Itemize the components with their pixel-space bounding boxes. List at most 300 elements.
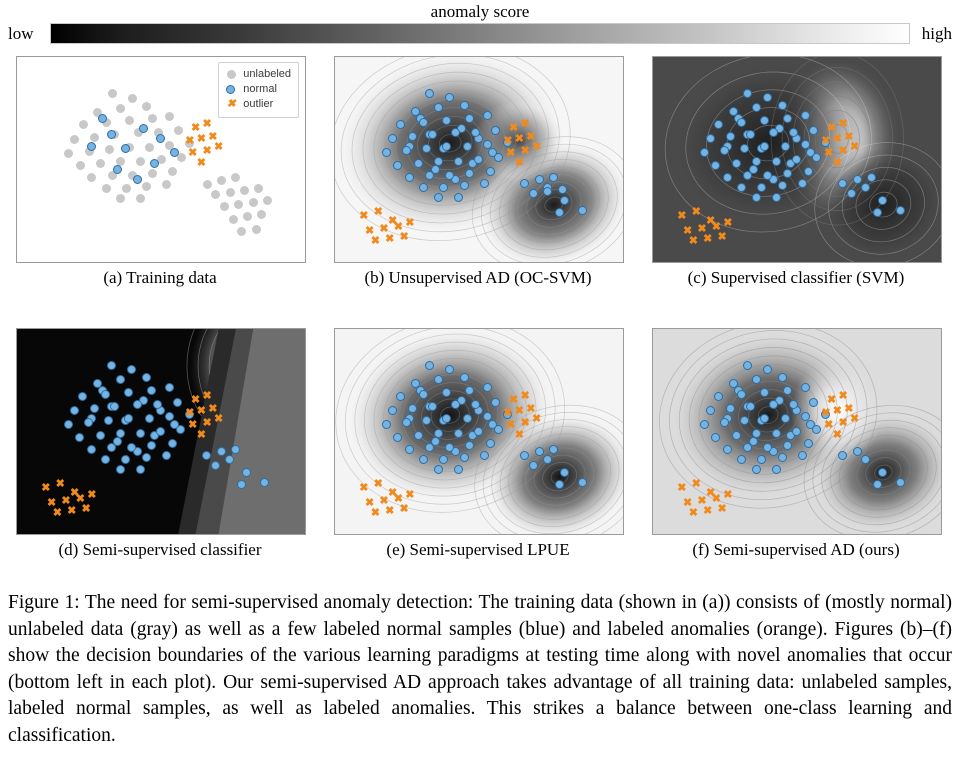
panel-f-caption: (f) Semi-supervised AD (ours) (692, 540, 900, 559)
data-point-normal (165, 412, 174, 421)
data-point-unlabeled (142, 102, 151, 111)
data-point-outlier: ✖ (503, 134, 513, 147)
data-point-normal (463, 142, 472, 151)
legend-item-normal (224, 82, 291, 97)
data-point-novel-anomaly: ✖ (723, 216, 733, 229)
data-point-normal (425, 361, 434, 370)
data-point-normal (723, 445, 732, 454)
data-point-normal (405, 173, 414, 182)
data-point-normal (451, 400, 460, 409)
panel-c-plot (652, 56, 942, 263)
data-point-unlabeled (102, 184, 111, 193)
data-point-novel-anomaly: ✖ (711, 220, 721, 233)
data-point-normal (428, 130, 437, 139)
data-point-novel-anomaly: ✖ (405, 216, 415, 229)
data-point-unlabeled (231, 173, 240, 182)
data-point-normal (419, 118, 428, 127)
data-point-normal (494, 153, 503, 162)
data-point-unlabeled (122, 184, 131, 193)
data-point-normal (714, 392, 723, 401)
data-point-normal (165, 383, 174, 392)
legend-item-unlabeled (224, 67, 291, 82)
data-point-outlier: ✖ (824, 146, 834, 159)
panel-d (16, 328, 304, 559)
data-point-novel-anomaly: ✖ (691, 206, 701, 219)
data-point-outlier: ✖ (531, 140, 542, 153)
data-point-normal (778, 373, 787, 382)
data-point-novel-anomaly: ✖ (691, 478, 701, 491)
data-point-normal (535, 175, 544, 184)
data-point-outlier: ✖ (844, 402, 854, 415)
data-point-outlier: ✖ (832, 429, 842, 442)
data-point-outlier: ✖ (520, 144, 530, 157)
data-point-normal (231, 445, 240, 454)
data-point-normal (408, 132, 417, 141)
data-point-outlier: ✖ (824, 418, 834, 431)
data-point-novel-anomaly: ✖ (677, 210, 687, 223)
data-point-normal (555, 208, 564, 217)
panel-c-caption: (c) Supervised classifier (SVM) (687, 268, 905, 287)
data-point-novel-anomaly: ✖ (399, 502, 409, 515)
data-point-outlier: ✖ (185, 134, 195, 147)
data-point-novel-anomaly: ✖ (682, 496, 693, 509)
data-point-normal (529, 189, 538, 198)
data-point-normal (142, 453, 151, 462)
data-point-unlabeled (145, 143, 154, 152)
data-point-normal (474, 155, 483, 164)
data-point-normal (853, 447, 862, 456)
panel-grid (0, 56, 960, 566)
data-point-novel-anomaly: ✖ (717, 502, 727, 515)
data-point-outlier: ✖ (832, 157, 842, 170)
panel-b-caption: (b) Unsupervised AD (OC-SVM) (364, 268, 592, 287)
data-point-normal (789, 400, 798, 409)
data-point-novel-anomaly: ✖ (711, 492, 721, 505)
data-point-outlier: ✖ (202, 390, 212, 403)
data-point-novel-anomaly: ✖ (393, 220, 403, 233)
data-point-novel-anomaly: ✖ (703, 232, 713, 245)
data-point-unlabeled (79, 120, 88, 129)
data-point-outlier: ✖ (832, 404, 842, 417)
data-point-unlabeled (96, 159, 105, 168)
data-point-unlabeled (142, 182, 151, 191)
legend-label-outlier: outlier (243, 98, 274, 110)
data-point-outlier: ✖ (213, 140, 224, 153)
data-point-normal (752, 375, 761, 384)
data-point-outlier: ✖ (832, 132, 842, 145)
data-point-normal (878, 468, 887, 477)
data-point-unlabeled (148, 169, 157, 178)
data-point-unlabeled (116, 194, 125, 203)
data-point-normal (578, 478, 587, 487)
data-point-normal (107, 130, 116, 139)
data-point-outlier: ✖ (188, 146, 198, 159)
data-point-novel-anomaly: ✖ (370, 507, 380, 519)
data-point-normal (107, 361, 116, 370)
data-point-normal (769, 400, 778, 409)
data-point-outlier: ✖ (514, 404, 524, 417)
data-point-normal (110, 402, 119, 411)
data-point-novel-anomaly: ✖ (359, 210, 369, 223)
data-point-normal (714, 120, 723, 129)
data-point-normal (396, 120, 405, 129)
data-point-outlier: ✖ (508, 122, 519, 135)
data-point-normal (798, 451, 807, 460)
data-point-normal (801, 111, 810, 120)
data-point-normal (162, 451, 171, 460)
data-point-normal (78, 392, 87, 401)
data-point-novel-anomaly: ✖ (52, 507, 62, 519)
data-point-normal (471, 128, 480, 137)
data-point-normal (70, 406, 79, 415)
data-point-normal (549, 173, 558, 182)
data-point-novel-anomaly: ✖ (682, 224, 693, 237)
data-point-novel-anomaly: ✖ (688, 507, 698, 519)
data-point-normal (789, 128, 798, 137)
data-point-outlier: ✖ (838, 390, 848, 403)
data-point-outlier: ✖ (849, 412, 860, 425)
data-point-normal (778, 101, 787, 110)
data-point-unlabeled (165, 112, 174, 121)
data-point-unlabeled (174, 126, 183, 135)
data-point-normal (772, 429, 781, 438)
data-point-normal (176, 425, 185, 434)
data-point-novel-anomaly: ✖ (87, 488, 97, 501)
data-point-novel-anomaly: ✖ (81, 502, 91, 515)
panel-f-plot (652, 328, 942, 535)
data-point-normal (801, 412, 810, 421)
data-point-normal (737, 118, 746, 127)
data-point-normal (772, 157, 781, 166)
data-point-normal (792, 155, 801, 164)
data-point-normal (483, 140, 492, 149)
data-point-normal (804, 439, 813, 448)
data-point-normal (217, 447, 226, 456)
data-point-novel-anomaly: ✖ (697, 222, 707, 235)
data-point-normal (783, 114, 792, 123)
data-point-normal (480, 179, 489, 188)
data-point-normal (752, 103, 761, 112)
data-point-novel-anomaly: ✖ (705, 486, 716, 499)
data-point-novel-anomaly: ✖ (379, 222, 389, 235)
data-point-unlabeled (70, 135, 79, 144)
data-point-normal (746, 130, 755, 139)
data-point-outlier: ✖ (526, 130, 536, 143)
data-point-normal (847, 189, 856, 198)
data-point-normal (90, 404, 99, 413)
data-point-unlabeled (203, 180, 212, 189)
data-point-novel-anomaly: ✖ (399, 230, 409, 243)
data-point-normal (760, 388, 769, 397)
data-point-outlier: ✖ (208, 402, 218, 415)
data-point-outlier: ✖ (520, 416, 530, 429)
data-point-normal (853, 175, 862, 184)
data-point-normal (425, 171, 434, 180)
data-point-normal (414, 159, 423, 168)
data-point-normal (769, 128, 778, 137)
legend (218, 62, 299, 118)
data-point-normal (156, 134, 165, 143)
data-point-normal (560, 468, 569, 477)
legend-label-normal: normal (243, 83, 277, 95)
colorbar (0, 22, 960, 44)
data-point-normal (411, 379, 420, 388)
data-point-normal (706, 134, 715, 143)
data-point-normal (737, 390, 746, 399)
data-point-normal (798, 179, 807, 188)
data-point-outlier: ✖ (202, 118, 212, 131)
data-point-normal (460, 373, 469, 382)
data-point-unlabeled (257, 210, 266, 219)
data-point-outlier: ✖ (520, 390, 530, 403)
data-point-novel-anomaly: ✖ (61, 494, 71, 507)
panel-d-caption: (d) Semi-supervised classifier (58, 540, 262, 559)
data-point-unlabeled (128, 94, 137, 103)
data-point-normal (752, 157, 761, 166)
data-point-outlier: ✖ (826, 122, 837, 135)
data-point-normal (783, 386, 792, 395)
data-point-normal (752, 429, 761, 438)
data-point-outlier: ✖ (508, 394, 519, 407)
data-point-normal (732, 159, 741, 168)
data-point-novel-anomaly: ✖ (41, 482, 51, 495)
data-point-normal (428, 402, 437, 411)
data-point-outlier: ✖ (196, 132, 206, 145)
data-point-novel-anomaly: ✖ (385, 232, 395, 245)
data-point-outlier: ✖ (821, 134, 831, 147)
data-point-normal (760, 116, 769, 125)
data-point-normal (465, 386, 474, 395)
data-point-outlier: ✖ (188, 418, 198, 431)
data-point-normal (168, 439, 177, 448)
data-point-novel-anomaly: ✖ (688, 235, 698, 247)
data-point-outlier: ✖ (196, 429, 206, 442)
data-point-normal (434, 375, 443, 384)
data-point-normal (706, 406, 715, 415)
data-point-normal (743, 443, 752, 452)
data-point-normal (454, 157, 463, 166)
data-point-outlier: ✖ (202, 144, 212, 157)
data-point-normal (474, 427, 483, 436)
data-point-normal (778, 181, 787, 190)
panel-a-caption: (a) Training data (103, 268, 217, 287)
data-point-outlier: ✖ (190, 122, 201, 135)
data-point-unlabeled (168, 167, 177, 176)
data-point-novel-anomaly: ✖ (55, 478, 65, 491)
data-point-outlier: ✖ (202, 416, 212, 429)
data-point-normal (896, 206, 905, 215)
data-point-normal (555, 480, 564, 489)
data-point-normal (133, 400, 142, 409)
data-point-unlabeled (237, 227, 246, 236)
data-point-normal (434, 103, 443, 112)
data-point-unlabeled (243, 212, 252, 221)
data-point-normal (156, 427, 165, 436)
panel-e-caption: (e) Semi-supervised LPUE (386, 540, 570, 559)
data-point-normal (483, 412, 492, 421)
unlabeled-circle-icon (224, 68, 238, 82)
data-point-normal (723, 173, 732, 182)
colorbar-high-label: high (921, 24, 952, 43)
data-point-normal (419, 390, 428, 399)
colorbar-low-label: low (8, 24, 34, 43)
data-point-normal (237, 480, 246, 489)
data-point-unlabeled (148, 114, 157, 123)
data-point-novel-anomaly: ✖ (385, 504, 395, 517)
data-point-novel-anomaly: ✖ (379, 494, 389, 507)
data-point-normal (483, 383, 492, 392)
data-point-normal (743, 361, 752, 370)
data-point-normal (434, 429, 443, 438)
panel-b (334, 56, 622, 287)
data-point-normal (98, 114, 107, 123)
data-point-novel-anomaly: ✖ (387, 214, 398, 227)
panel-a (16, 56, 304, 287)
data-point-normal (558, 185, 567, 194)
data-point-normal (483, 111, 492, 120)
data-point-unlabeled (108, 89, 117, 98)
data-point-normal (743, 171, 752, 180)
data-point-unlabeled (136, 157, 145, 166)
data-point-normal (87, 142, 96, 151)
data-point-normal (726, 132, 735, 141)
data-point-outlier: ✖ (514, 157, 524, 170)
data-point-normal (451, 128, 460, 137)
data-point-unlabeled (234, 200, 243, 209)
data-point-normal (116, 375, 125, 384)
data-point-normal (726, 404, 735, 413)
data-point-normal (729, 379, 738, 388)
data-point-novel-anomaly: ✖ (373, 206, 383, 219)
data-point-normal (101, 390, 110, 399)
data-point-normal (535, 447, 544, 456)
data-point-novel-anomaly: ✖ (359, 482, 369, 495)
data-point-normal (454, 429, 463, 438)
figure-caption: Figure 1: The need for semi-supervised anomaly detection: The training data (shown in (a)) consists of (mostly normal) unlabeled data (gray) as well as a few labeled normal samples (blue) and labeled anomalies (orange). Figures (b)–(f) show the decision boundaries of the various learning paradigms at testing time along with novel anomalies that occur (bottom left in each plot). Our semi-supervised AD approach takes advantage of all training data: unlabeled samples, labeled normal samples, as well as labeled anomalies. This strikes a balance between one-class learning and classification. (8, 592, 952, 746)
data-point-unlabeled (136, 194, 145, 203)
data-point-normal (529, 461, 538, 470)
data-point-outlier: ✖ (849, 140, 860, 153)
data-point-outlier: ✖ (185, 406, 195, 419)
panel-e-plot (334, 328, 624, 535)
data-point-unlabeled (263, 196, 272, 205)
data-point-normal (124, 388, 133, 397)
data-point-normal (136, 429, 145, 438)
data-point-normal (560, 196, 569, 205)
data-point-normal (732, 431, 741, 440)
data-point-outlier: ✖ (821, 406, 831, 419)
data-point-normal (465, 114, 474, 123)
data-point-outlier: ✖ (526, 402, 536, 415)
data-point-normal (434, 157, 443, 166)
data-point-novel-anomaly: ✖ (697, 494, 707, 507)
outlier-cross-icon: ✖ (226, 98, 236, 110)
panel-b-plot (334, 56, 624, 263)
data-point-normal (896, 478, 905, 487)
data-point-unlabeled (229, 215, 238, 224)
data-point-normal (549, 445, 558, 454)
data-point-outlier: ✖ (196, 404, 206, 417)
data-point-normal (494, 425, 503, 434)
data-point-outlier: ✖ (514, 429, 524, 442)
data-point-unlabeled (252, 225, 261, 234)
data-point-novel-anomaly: ✖ (364, 224, 375, 237)
data-point-novel-anomaly: ✖ (46, 496, 57, 509)
data-point-outlier: ✖ (514, 132, 524, 145)
data-point-normal (93, 379, 102, 388)
data-point-normal (486, 167, 495, 176)
data-point-normal (425, 443, 434, 452)
data-point-outlier: ✖ (844, 130, 854, 143)
data-point-normal (801, 140, 810, 149)
data-point-normal (405, 445, 414, 454)
data-point-normal (408, 404, 417, 413)
data-point-normal (388, 134, 397, 143)
data-point-outlier: ✖ (520, 118, 530, 131)
data-point-normal (812, 153, 821, 162)
data-point-novel-anomaly: ✖ (67, 504, 77, 517)
legend-label-unlabeled: unlabeled (243, 68, 291, 80)
data-point-normal (116, 429, 125, 438)
data-point-normal (781, 414, 790, 423)
data-point-outlier: ✖ (196, 157, 206, 170)
data-point-unlabeled (162, 180, 171, 189)
data-point-outlier: ✖ (208, 130, 218, 143)
data-point-normal (107, 443, 116, 452)
data-point-outlier: ✖ (213, 412, 224, 425)
data-point-normal (113, 165, 122, 174)
data-point-unlabeled (220, 202, 229, 211)
data-point-novel-anomaly: ✖ (677, 482, 687, 495)
data-point-outlier: ✖ (190, 394, 201, 407)
data-point-normal (471, 400, 480, 409)
panel-e (334, 328, 622, 559)
data-point-normal (812, 425, 821, 434)
data-point-outlier: ✖ (506, 418, 516, 431)
data-point-normal (743, 89, 752, 98)
data-point-normal (425, 89, 434, 98)
data-point-normal (463, 414, 472, 423)
data-point-outlier: ✖ (838, 118, 848, 131)
data-point-unlabeled (64, 149, 73, 158)
data-point-unlabeled (249, 198, 258, 207)
data-point-normal (486, 439, 495, 448)
data-point-normal (242, 468, 251, 477)
data-point-unlabeled (254, 184, 263, 193)
panel-d-plot (16, 328, 306, 535)
data-point-unlabeled (90, 133, 99, 142)
data-point-novel-anomaly: ✖ (69, 486, 80, 499)
data-point-normal (867, 173, 876, 182)
data-point-normal (153, 400, 162, 409)
panel-a-plot (16, 56, 306, 263)
data-point-normal (145, 414, 154, 423)
data-point-normal (460, 101, 469, 110)
data-point-normal (442, 116, 451, 125)
data-point-normal (147, 386, 156, 395)
data-point-normal (150, 159, 159, 168)
data-point-normal (442, 388, 451, 397)
data-point-unlabeled (105, 145, 114, 154)
data-point-normal (873, 208, 882, 217)
data-point-normal (778, 453, 787, 462)
legend-item-outlier (224, 97, 291, 112)
data-point-normal (873, 480, 882, 489)
panel-c (652, 56, 940, 287)
data-point-unlabeled (226, 188, 235, 197)
data-point-normal (139, 124, 148, 133)
data-point-normal (804, 167, 813, 176)
